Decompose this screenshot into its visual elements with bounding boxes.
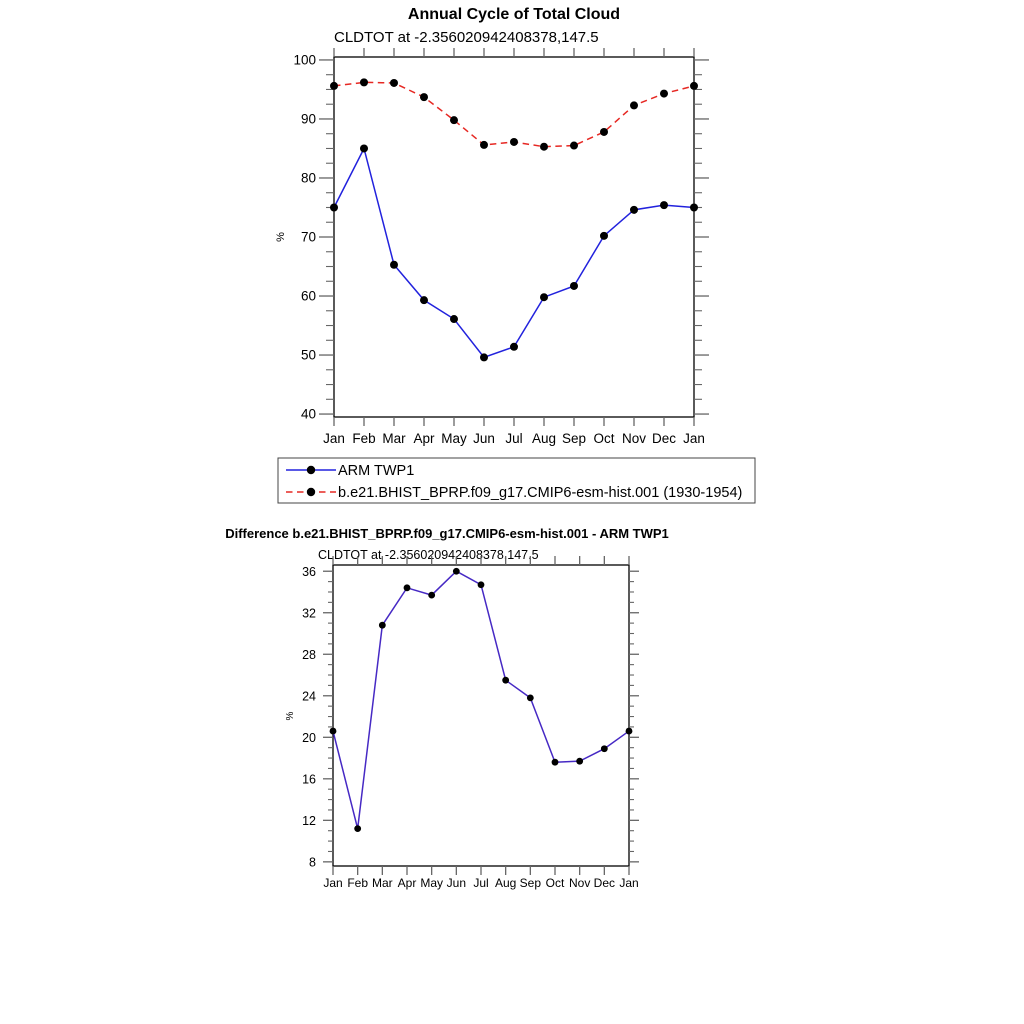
data-point-marker bbox=[390, 79, 398, 87]
bottom-chart-subtitle: CLDTOT at -2.356020942408378,147.5 bbox=[318, 548, 539, 562]
data-point-marker bbox=[660, 201, 668, 209]
top-chart-axes bbox=[293, 48, 709, 446]
y-tick-label: 36 bbox=[302, 564, 316, 579]
top-chart-y-axis-label: % bbox=[275, 232, 287, 242]
data-point-marker bbox=[404, 584, 411, 591]
data-point-marker bbox=[630, 206, 638, 214]
data-point-marker bbox=[330, 82, 338, 90]
data-point-marker bbox=[453, 568, 460, 575]
x-tick-label: Mar bbox=[382, 431, 406, 446]
x-tick-label: Jan bbox=[323, 876, 343, 890]
x-tick-label: Apr bbox=[397, 876, 417, 890]
data-point-marker bbox=[354, 825, 361, 832]
top-chart-series bbox=[330, 78, 698, 361]
data-point-marker bbox=[510, 138, 518, 146]
series-line bbox=[333, 571, 629, 828]
x-tick-label: Jun bbox=[446, 876, 467, 890]
x-tick-label: Aug bbox=[531, 431, 557, 446]
y-tick-label: 70 bbox=[300, 229, 316, 245]
data-point-marker bbox=[478, 581, 485, 588]
x-tick-label: Jan bbox=[619, 876, 639, 890]
data-point-marker bbox=[601, 745, 608, 752]
x-tick-label: Sep bbox=[519, 876, 542, 890]
data-point-marker bbox=[527, 694, 534, 701]
x-tick-label: Apr bbox=[413, 431, 435, 446]
legend-marker bbox=[307, 488, 315, 496]
series-line bbox=[334, 148, 694, 357]
y-tick-label: 60 bbox=[300, 288, 316, 304]
x-tick-label: Jul bbox=[473, 876, 489, 890]
top-chart-subtitle: CLDTOT at -2.356020942408378,147.5 bbox=[334, 29, 599, 46]
data-point-marker bbox=[379, 622, 386, 629]
data-point-marker bbox=[480, 353, 488, 361]
data-point-marker bbox=[510, 343, 518, 351]
x-tick-label: Dec bbox=[651, 431, 677, 446]
x-tick-label: Jan bbox=[683, 431, 705, 446]
y-tick-label: 20 bbox=[302, 730, 316, 745]
x-tick-label: Nov bbox=[568, 876, 591, 890]
x-tick-label: May bbox=[420, 876, 444, 890]
data-point-marker bbox=[360, 78, 368, 86]
legend-label-model-run: b.e21.BHIST_BPRP.f09_g17.CMIP6-esm-hist.001 (1930-1954) bbox=[338, 485, 743, 501]
data-point-marker bbox=[330, 728, 337, 735]
y-tick-label: 100 bbox=[293, 52, 316, 68]
y-tick-label: 90 bbox=[300, 111, 316, 127]
top-chart-title: Annual Cycle of Total Cloud bbox=[407, 6, 621, 23]
y-tick-label: 80 bbox=[300, 170, 316, 186]
x-tick-label: Dec bbox=[593, 876, 616, 890]
data-point-marker bbox=[420, 93, 428, 101]
series-line bbox=[334, 82, 694, 146]
data-point-marker bbox=[660, 90, 668, 98]
data-point-marker bbox=[420, 296, 428, 304]
data-point-marker bbox=[626, 728, 633, 735]
y-tick-label: 40 bbox=[300, 406, 316, 422]
data-point-marker bbox=[600, 232, 608, 240]
y-tick-label: 28 bbox=[302, 647, 316, 662]
data-point-marker bbox=[330, 203, 338, 211]
x-tick-label: Oct bbox=[545, 876, 565, 890]
data-point-marker bbox=[428, 592, 435, 599]
data-point-marker bbox=[690, 203, 698, 211]
data-point-marker bbox=[570, 282, 578, 290]
legend-label-arm-twp1: ARM TWP1 bbox=[338, 463, 415, 479]
data-point-marker bbox=[552, 759, 559, 766]
x-tick-label: Oct bbox=[593, 431, 615, 446]
data-point-marker bbox=[570, 142, 578, 150]
y-tick-label: 24 bbox=[302, 689, 316, 704]
x-tick-label: Feb bbox=[352, 431, 376, 446]
data-point-marker bbox=[600, 128, 608, 136]
y-tick-label: 50 bbox=[300, 347, 316, 363]
data-point-marker bbox=[450, 116, 458, 124]
data-point-marker bbox=[480, 141, 488, 149]
x-tick-label: Aug bbox=[494, 876, 517, 890]
y-tick-label: 12 bbox=[302, 813, 316, 828]
data-point-marker bbox=[630, 101, 638, 109]
bottom-chart-title: Difference b.e21.BHIST_BPRP.f09_g17.CMIP6-esm-hist.001 - ARM TWP1 bbox=[225, 526, 669, 541]
x-tick-label: Mar bbox=[371, 876, 393, 890]
data-point-marker bbox=[360, 144, 368, 152]
x-tick-label: Sep bbox=[561, 431, 587, 446]
y-tick-label: 8 bbox=[309, 855, 316, 870]
data-point-marker bbox=[540, 293, 548, 301]
data-point-marker bbox=[576, 758, 583, 765]
data-point-marker bbox=[502, 677, 509, 684]
x-tick-label: Jan bbox=[323, 431, 345, 446]
y-tick-label: 32 bbox=[302, 606, 316, 621]
plot-frame bbox=[334, 57, 694, 417]
plot-frame bbox=[333, 565, 629, 866]
bottom-chart-axes bbox=[302, 556, 639, 890]
data-point-marker bbox=[540, 143, 548, 151]
x-tick-label: Feb bbox=[347, 876, 369, 890]
data-point-marker bbox=[690, 82, 698, 90]
x-tick-label: Jul bbox=[505, 431, 523, 446]
x-tick-label: Nov bbox=[621, 431, 647, 446]
x-tick-label: Jun bbox=[473, 431, 495, 446]
legend bbox=[278, 458, 755, 503]
y-tick-label: 16 bbox=[302, 772, 316, 787]
data-point-marker bbox=[450, 315, 458, 323]
x-tick-label: May bbox=[441, 431, 467, 446]
legend-marker bbox=[307, 466, 315, 474]
data-point-marker bbox=[390, 261, 398, 269]
bottom-chart-y-axis-label: % bbox=[285, 711, 296, 721]
bottom-chart-series bbox=[330, 568, 633, 832]
